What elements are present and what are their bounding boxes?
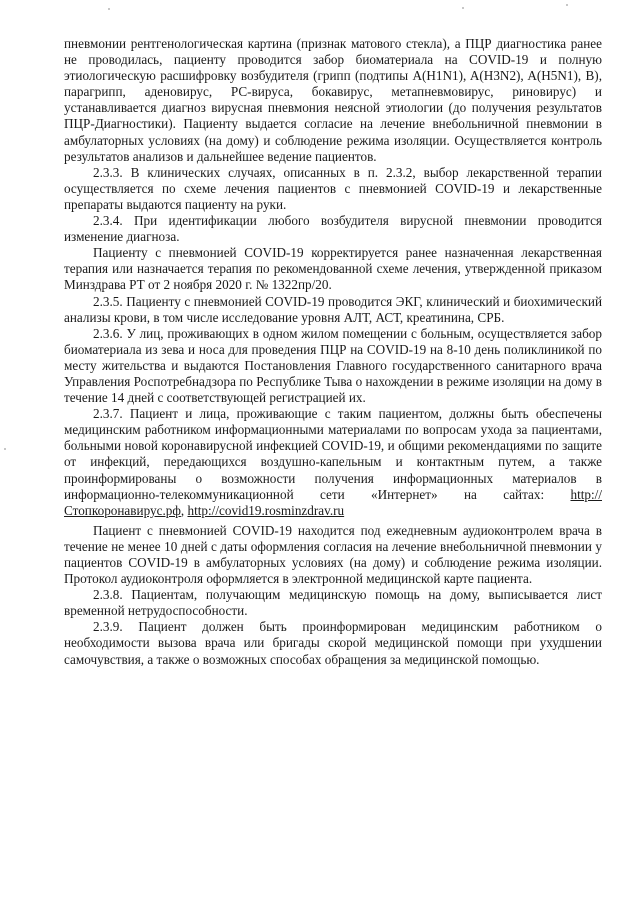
paragraph-2-3-9: 2.3.9. Пациент должен быть проинформирован медицинским работником о необходимости вызова врача или бригады скорой медицинской помощи при ухудшении самочувствия, а также о возможных способах обращения за медицинской помощью. — [64, 619, 602, 667]
paragraph-2-3-5: 2.3.5. Пациенту с пневмонией COVID-19 проводится ЭКГ, клинический и биохимический анализы крови, в том числе исследование уровня АЛТ, АСТ, креатинина, СРБ. — [64, 293, 602, 325]
link-rosminzdrav[interactable]: http://covid19.rosminzdrav.ru — [187, 502, 345, 518]
scan-speck — [4, 448, 6, 450]
paragraph-2-3-7-text: 2.3.7. Пациент и лица, проживающие с таким пациентом, должны быть обеспечены медицинским работником информационными материалами по вопросам ухода за пациентами, больными новой коронавирусной инфекцией COVID-19, и общими рекомендациями по защите от инфекций, передающихся воздушно-капельным и контактным путем, а также проинформированы о возможности получения информационных материалов в информационно-телекоммуникационной сети «Интернет» на сайтах: — [64, 406, 602, 502]
link-separator: , — [180, 502, 188, 518]
scan-speck — [566, 4, 568, 6]
link-stopkoronavirus[interactable]: http://Стопкоронавирус.рф — [64, 486, 602, 518]
scan-speck — [108, 8, 110, 10]
scan-speck — [462, 7, 464, 9]
paragraph-therapy-correction: Пациенту с пневмонией COVID-19 корректируется ранее назначенная лекарственная терапия или назначается терапия по рекомендованной схеме лечения, утвержденной приказом Минздрава РТ от 2 ноября 2020 г. № 1322пр/20. — [64, 245, 602, 293]
paragraph-2-3-3: 2.3.3. В клинических случаях, описанных в п. 2.3.2, выбор лекарственной терапии осуществляется по схеме лечения пациентов с пневмонией COVID-19 и лекарственные препараты выдаются пациенту на руки. — [64, 164, 602, 212]
paragraph-pneumonia-diagnostics: пневмонии рентгенологическая картина (признак матового стекла), а ПЦР диагностика ранее не проводилась, пациенту проводится забор биоматериала на COVID-19 и полную этиологическую расшифровку возбудителя (грипп (подтипы A(H1N1), A(H3N2), A(H5N1), B), парагрипп, аденовирус, РС-вируса, бокавирус, метапневмовирус, риновирус) и устанавливается диагноз вирусная пневмония неясной этиологии (до получения результатов ПЦР-Диагностики). Пациенту выдается согласие на лечение внебольничной пневмонии в амбулаторных условиях (на дому) и соблюдение режима изоляции. Осуществляется контроль результатов анализов и дальнейшее ведение пациентов. — [64, 36, 602, 164]
paragraph-2-3-4: 2.3.4. При идентификации любого возбудителя вирусной пневмонии проводится изменение диагноза. — [64, 213, 602, 245]
paragraph-2-3-6: 2.3.6. У лиц, проживающих в одном жилом помещении с больным, осуществляется забор биоматериала из зева и носа для проведения ПЦР на COVID-19 на 8-10 день поликлиникой по месту жительства и выдаются Постановления Главного государственного санитарного врача Управления Роспотребнадзора по Республике Тыва о нахождении в режиме изоляции на дому в течение 14 дней с соответствующей регистрацией их. — [64, 325, 602, 406]
paragraph-audio-control: Пациент с пневмонией COVID-19 находится под ежедневным аудиоконтролем врача в течение не менее 10 дней с даты оформления согласия на лечение внебольничной пневмонии у пациентов COVID-19 в амбулаторных условиях (на дому) и соблюдение режима изоляции. Протокол аудиоконтроля оформляется в электронной медицинской карте пациента. — [64, 522, 602, 587]
paragraph-2-3-8: 2.3.8. Пациентам, получающим медицинскую помощь на дому, выписывается лист временной нетрудоспособности. — [64, 587, 602, 619]
paragraph-2-3-7 — [64, 406, 602, 519]
